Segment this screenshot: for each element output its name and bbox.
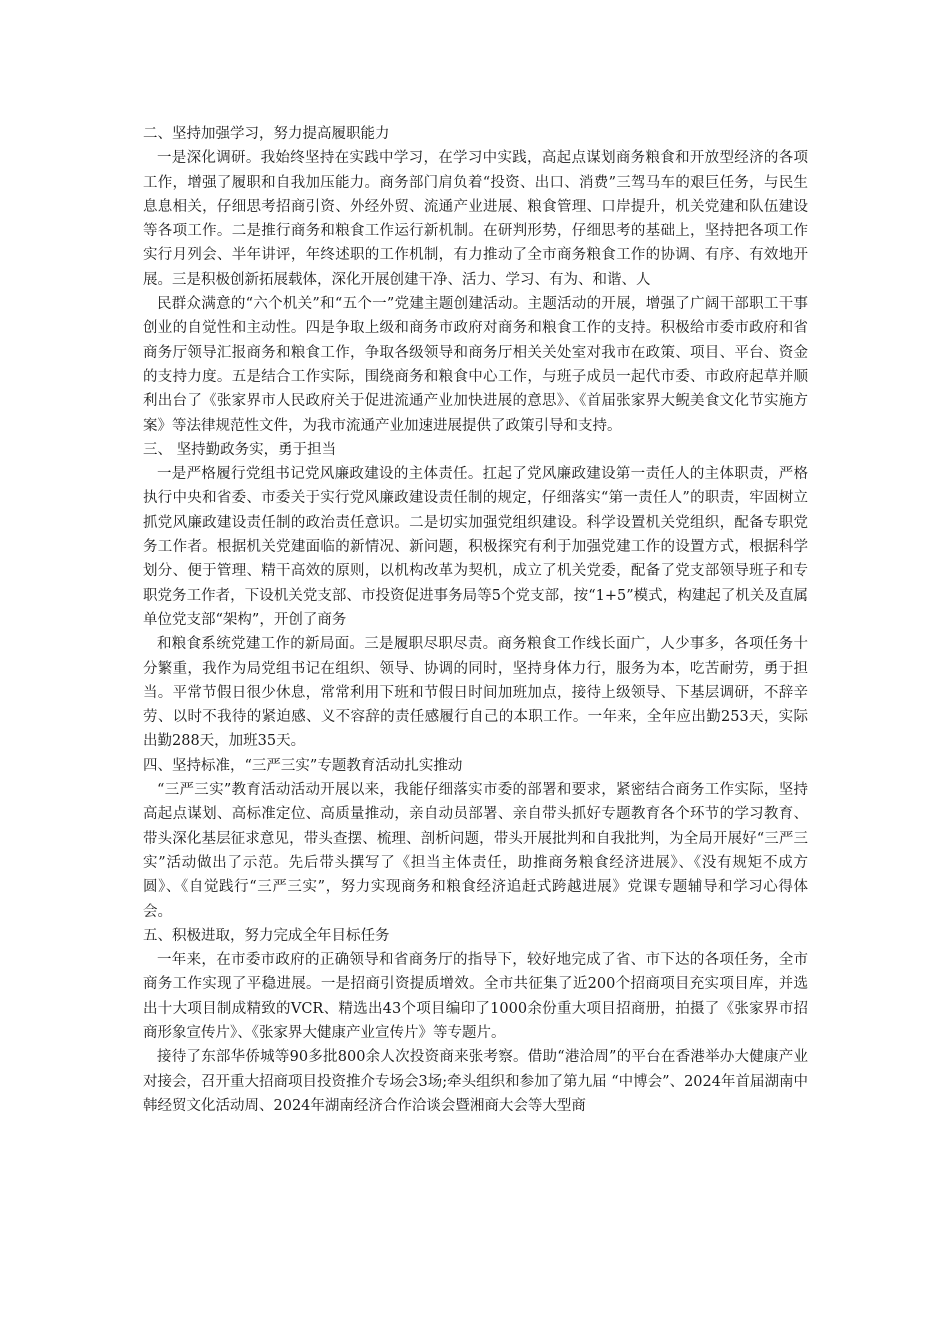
paragraph-1: 一是深化调研。我始终坚持在实践中学习，在学习中实践，高起点谋划商务粮食和开放型经济的各项工作，增强了履职和自我加压能力。商务部门肩负着“投资、出口、消费”三驾马车的艰巨任务，与民生息息相关，仔细思考招商引资、外经外贸、流通产业进展、粮食管理、口岸提升，机关党建和队伍建设等各项工作。二是推行商务和粮食工作运行新机制。在研判形势，仔细思考的基础上，坚持把各项工作实行月列会、半年讲评，年终述职的工作机制，有力推动了全市商务粮食工作的协调、有序、有效地开展。三是积极创新拓展载体，深化开展创建干净、活力、学习、有为、和谐、人 xyxy=(143,150,808,288)
paragraph-7: 接待了东部华侨城等90多批800余人次投资商来张考察。借助“港洽周”的平台在香港举办大健康产业对接会，召开重大招商项目投资推介专场会3场;牵头组织和参加了第九届 “中博会”、2024年首届湖南中韩经贸文化活动周、2024年湖南经济合作洽谈会暨湘商大会等大型商 xyxy=(143,1049,808,1114)
paragraph-5: “三严三实”教育活动活动开展以来，我能仔细落实市委的部署和要求，紧密结合商务工作实际，坚持高起点谋划、高标准定位、高质量推动，亲自动员部署、亲自带头抓好专题教育各个环节的学习教育、带头深化基层征求意见，带头查摆、梳理、剖析问题，带头开展批判和自我批判，为全局开展好“三严三实”活动做出了示范。先后带头撰写了《担当主体责任，助推商务粮食经济进展》、《没有规矩不成方圆》、《自觉践行“三严三实”，努力实现商务和粮食经济追赶式跨越进展》党课专题辅导和学习心得体会。 xyxy=(143,782,808,920)
section-heading-5: 五、积极进取，努力完成全年目标任务 xyxy=(143,927,390,944)
section-heading-2: 二、坚持加强学习，努力提高履职能力 xyxy=(143,126,390,142)
paragraph-2: 民群众满意的“六个机关”和“五个一”党建主题创建活动。主题活动的开展，增强了广阔干部职工干事创业的自觉性和主动性。四是争取上级和商务市政府对商务和粮食工作的支持。积极给市委市政府和省商务厅领导汇报商务和粮食工作，争取各级领导和商务厅相关关处室对我市在政策、项目、平台、资金的支持力度。五是结合工作实际，围绕商务和粮食中心工作，与班子成员一起代市委、市政府起草并顺利出台了《张家界市人民政府关于促进流通产业加快进展的意思》、《首届张家界大鲵美食文化节实施方案》等法律规范性文件，为我市流通产业加速进展提供了政策引导和支持。 xyxy=(143,296,808,434)
document-body xyxy=(143,122,808,1118)
paragraph-4: 和粮食系统党建工作的新局面。三是履职尽职尽责。商务粮食工作线长面广，人少事多，各项任务十分繁重，我作为局党组书记在组织、领导、协调的同时，坚持身体力行，服务为本，吃苦耐劳，勇于担当。平常节假日很少休息，常常利用下班和节假日时间加班加点，接待上级领导、下基层调研，不辞辛劳、以时不我待的紧迫感、义不容辞的责任感履行自己的本职工作。一年来，全年应出勤253天，实际出勤288天，加班35天。 xyxy=(143,636,808,750)
section-heading-3: 三、 坚持勤政务实，勇于担当 xyxy=(143,441,337,458)
paragraph-6: 一年来，在市委市政府的正确领导和省商务厅的指导下，较好地完成了省、市下达的各项任务，全市商务工作实现了平稳进展。一是招商引资提质增效。全市共征集了近200个招商项目充实项目库，并选出十大项目制成精致的VCR、精选出43个项目编印了1000余份重大项目招商册，拍摄了《张家界市招商形象宣传片》、《张家界大健康产业宣传片》等专题片。 xyxy=(143,952,808,1041)
paragraph-3: 一是严格履行党组书记党风廉政建设的主体责任。扛起了党风廉政建设第一责任人的主体职责，严格执行中央和省委、市委关于实行党风廉政建设责任制的规定，仔细落实“第一责任人”的职责，牢固树立抓党风廉政建设责任制的政治责任意识。二是切实加强党组织建设。科学设置机关党组织，配备专职党务工作者。根据机关党建面临的新情况、新问题，积极探究有利于加强党建工作的设置方式，根据科学划分、便于管理、精干高效的原则，以机构改革为契机，成立了机关党委，配备了党支部领导班子和专职党务工作者，下设机关党支部、市投资促进事务局等5个党支部，按“1+5”模式，构建起了机关及直属单位党支部“架构”，开创了商务 xyxy=(143,466,808,628)
section-heading-4: 四、坚持标准，“三严三实”专题教育活动扎实推动 xyxy=(143,757,463,774)
